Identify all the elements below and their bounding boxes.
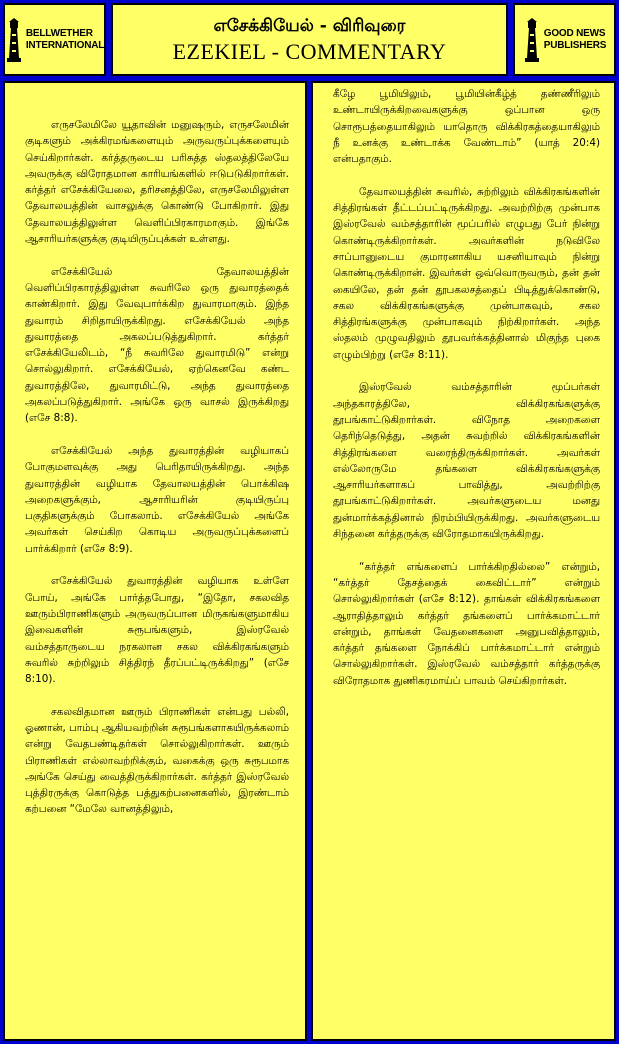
title-tamil: எசேக்கியேல் - விரிவுரை bbox=[213, 15, 406, 36]
left-text-column bbox=[3, 81, 307, 1041]
paragraph: சகலவிதமான ஊரும் பிராணிகள் என்பது பல்லி, ஓணான், பாம்பு ஆகியவற்றின் சுரூபங்களாகயிருக்கலாம் என்று வேதபண்டிதர்கள் சொல்லுகிறார்கள். ஊரும் பிராணிகள் எல்லாவற்றிக்கும், வகைக்கு ஒரு சுரூபமாக அங்கே செய்து வைத்திருக்கிறார்கள். கர்த்தர் இஸ்ரவேல் புத்திரருக்கு கொடுத்த பத்துகற்பனைகளில், இரண்டாம் கற்பனை “மேலே வானத்திலும், bbox=[25, 705, 289, 816]
lighthouse-icon bbox=[523, 18, 541, 62]
paragraph: “கர்த்தர் எங்களைப் பார்க்கிறதில்லை” என்றும், “கர்த்தர் தேசத்தைக் கைவிட்டார்” என்றும் சொல்லுகிறார்கள் (எசே 8:12). தாங்கள் விக்கிரகங்களை ஆராதித்தாலும் கர்த்தர் தங்களைப் பார்க்கமாட்டார் என்றும், தாங்கள் வேதனைகளை அனுபவித்தாலும், கர்த்தர் தங்களை நோக்கிப் பார்க்கமாட்டார் என்றும் சொல்லுகிறார்கள். இஸ்ரவேல் வம்சத்தார் கர்த்தருக்கு விரோதமாக துணிகரமாய்ப் பாவம் செய்கிறார்கள். bbox=[333, 560, 600, 687]
paragraph: எருசலேமிலே யூதாவின் மனுஷரும், எருசலேமின் குடிகளும் அக்கிரமங்களையும் அருவருப்புக்களையும் செய்கிறார்கள். கர்த்தருடைய பரிசுத்த ஸ்தலத்திலேயே அவருக்கு விரோதமான காரியங்களில் ஈடுபடுகிறார்கள். கர்த்தர் எசேக்கியேலை, தரிசனத்திலே, எருசலேமிலுள்ள தேவாலயத்தின் வாசலுக்கு கொண்டு போகிறார். இது தேவாலயத்திலுள்ள வெளிப்பிரகாரமாகும். இங்கே ஆசாரியர்களுக்கு குடியிருப்புக்கள் உள்ளது. bbox=[25, 119, 289, 246]
title-english: EZEKIEL - COMMENTARY bbox=[172, 38, 447, 64]
paragraph: கீழே பூமியிலும், பூமியின்கீழ்த் தண்ணீரிலும் உண்டாயிருக்கிறவைகளுக்கு ஒப்பான ஒரு சொரூபத்தையாகிலும் யாதொரு விக்கிரகத்தையாகிலும் நீ உனக்கு உண்டாக்க வேண்டாம்” (யாத் 20:4) என்பதாகும். bbox=[333, 88, 600, 166]
bellwether-logo-text bbox=[26, 28, 104, 52]
paragraph: எசேக்கியேல் தேவாலயத்தின் வெளிப்பிரகாரத்திலுள்ள சுவரிலே ஒரு துவாரத்தைக் காண்கிறார். இது வேவுபார்க்கிற துவாரமாகும். இந்த துவாரம் சிறிதாயிருக்கிறது. எசேக்கியேல் அந்த துவாரத்தை அகலப்படுத்துகிறார். கர்த்தர் எசேக்கியேலிடம், “நீ சுவரிலே துவாரமிடு” என்று சொல்லுகிறார். எசேக்கியேல், ஏற்கெனவே கண்ட துவாரத்திலே, துவாரமிட்டு, அந்த துவாரத்தை அகலப்படுத்துகிறார். அங்கே ஒரு வாசல் இருக்கிறது (எசே 8:8). bbox=[25, 265, 289, 425]
lighthouse-icon bbox=[5, 18, 23, 62]
right-text-column bbox=[311, 81, 616, 1041]
logo-left-line2: INTERNATIONAL bbox=[25, 39, 105, 51]
logo-right-line1: GOOD NEWS bbox=[543, 27, 606, 39]
bellwether-logo bbox=[3, 3, 106, 76]
good-news-publishers-logo bbox=[513, 3, 616, 76]
logo-left-line1: BELLWETHER bbox=[25, 27, 93, 39]
page-header bbox=[111, 3, 508, 76]
paragraph: எசேக்கியேல் அந்த துவாரத்தின் வழியாகப் போகுமளவுக்கு அது பெரிதாயிருக்கிறது. அந்த துவாரத்தின் வழியாக தேவாலயத்தின் பொக்கிஷ அறைகளுக்கும், ஆசாரியரின் குடியிருப்பு பகுதிகளுக்கும் போகலாம். எசேக்கியேல் அங்கே அவர்கள் செய்கிற கொடிய அருவருப்புக்களைப் பார்க்கிறார் (எசே 8:9). bbox=[25, 444, 289, 555]
paragraph: இஸ்ரவேல் வம்சத்தாரின் மூப்பர்கள் அந்தகாரத்திலே, விக்கிரகங்களுக்கு தூபங்காட்டுகிறார்கள். விநோத அறைகளை தெரிந்தெடுத்து, அதன் சுவற்றில் விக்கிரகங்களின் சித்திரங்களை வரைந்திருக்கிறார்கள். அவர்கள் எல்லோருமே தங்களை விக்கிரகங்களுக்கு ஆசாரியர்களாகப் பாவித்து, அவற்றிற்கு தூபங்காட்டுகிறார்கள். அவர்களுடைய மனது துன்மார்க்கத்தினால் நிரம்பியிருக்கிறது. அவர்களுடைய சிந்தனை கர்த்தருக்கு விரோதமாகயிருக்கிறது. bbox=[333, 381, 600, 541]
good-news-logo-text bbox=[544, 28, 606, 52]
logo-right-line2: PUBLISHERS bbox=[543, 39, 607, 51]
paragraph: எசேக்கியேல் துவாரத்தின் வழியாக உள்ளே போய், அங்கே பார்த்தபோது, “இதோ, சகலவித ஊரும்பிராணிகளும் அருவருப்பான மிருகங்களுமாகிய இவைகளின் சுரூபங்களும், இஸ்ரவேல் வம்சத்தாருடைய நரகலான சகல விக்கிரகங்களும் சுவரில் சுற்றிலும் சித்திரந் தீரப்பட்டிருக்கிறது” (எசே 8:10). bbox=[25, 575, 289, 686]
paragraph: தேவாலயத்தின் சுவரில், சுற்றிலும் விக்கிரகங்களின் சித்திரங்கள் தீட்டப்பட்டிருக்கிறது. அவற்றிற்கு முன்பாக இஸ்ரவேல் வம்சத்தாரின் மூப்பரில் எழுபது பேர் நின்று கொண்டிருக்கிறார்கள். அவர்களின் நடுவிலே சாப்பானுடைய குமாரனாகிய யசனியாவும் நின்று கொண்டிருக்கிறான். இவர்கள் ஒவ்வொருவரும், தன் தன் கையிலே, தன் தன் தூபகலசத்தைப் பிடித்துக்கொண்டு, சகல விக்கிரகங்களுக்கு முன்பாகவும், சகல சித்திரங்களுக்கு முன்பாகவும் நிற்கிறார்கள். அந்த ஸ்தலம் முழுவதிலும் தூபவர்க்கத்தினால் மிகுந்த புகை எழும்பிற்று (எசே 8:11). bbox=[333, 185, 600, 361]
